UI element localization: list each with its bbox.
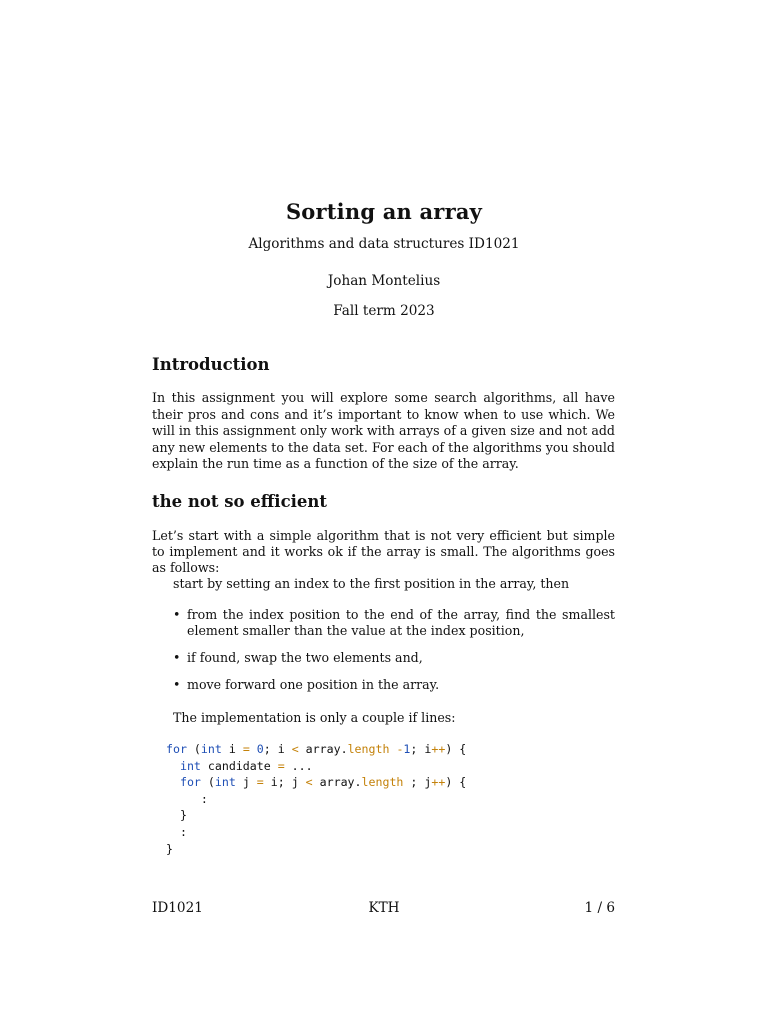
code-line-7: }: [166, 841, 173, 856]
bullet-icon: •: [173, 650, 181, 665]
introduction-paragraph: In this assignment you will explore some search algorithms, all have their pros and cons and it’s important to know when to use which. We will in this assignment only work with arrays of a given size and not add any new elements to the data set. For each of the algorithms you should explain the run time as a function of the size of the array.: [152, 390, 615, 471]
document-date: Fall term 2023: [333, 303, 435, 319]
document-title: Sorting an array: [285, 199, 483, 224]
implementation-intro: The implementation is only a couple if lines:: [173, 710, 456, 725]
section-heading-introduction: Introduction: [152, 355, 270, 374]
list-item: [173, 650, 615, 666]
list-item: [173, 677, 615, 693]
code-line-2: int candidate = ...: [179, 758, 313, 773]
code-line-4: :: [166, 791, 208, 806]
list-item: [173, 607, 615, 639]
document-subtitle: Algorithms and data structures ID1021: [248, 236, 520, 252]
code-line-1: for (int i = 0; i < array.length -1; i++) {: [166, 742, 467, 756]
not-so-efficient-paragraph: Let’s start with a simple algorithm that is not very efficient but simple to implement and it works ok if the array is small. The algorithms goes as follows:: [152, 528, 615, 575]
list-item-text: from the index position to the end of the array, find the smallest element smaller than the value at the index position,: [187, 607, 615, 638]
footer-page-number: 1 / 6: [584, 900, 615, 916]
code-line-5: }: [166, 808, 187, 823]
list-item-text: if found, swap the two elements and,: [187, 650, 423, 665]
list-item-text: move forward one position in the array.: [187, 677, 440, 692]
code-listing: [166, 741, 466, 857]
code-line-3: for (int j = i; j < array.length ; j++) {: [179, 775, 467, 790]
code-line-6: :: [166, 824, 187, 839]
algorithm-start-line: start by setting an index to the first position in the array, then: [173, 576, 570, 591]
document-author: Johan Montelius: [327, 273, 441, 289]
footer-course-code: ID1021: [152, 900, 203, 916]
footer-institution: KTH: [368, 900, 400, 916]
bullet-icon: •: [173, 607, 181, 622]
bullet-icon: •: [173, 677, 181, 692]
algorithm-steps-list: [173, 607, 615, 693]
section-heading-not-so-efficient: the not so efficient: [152, 492, 328, 511]
